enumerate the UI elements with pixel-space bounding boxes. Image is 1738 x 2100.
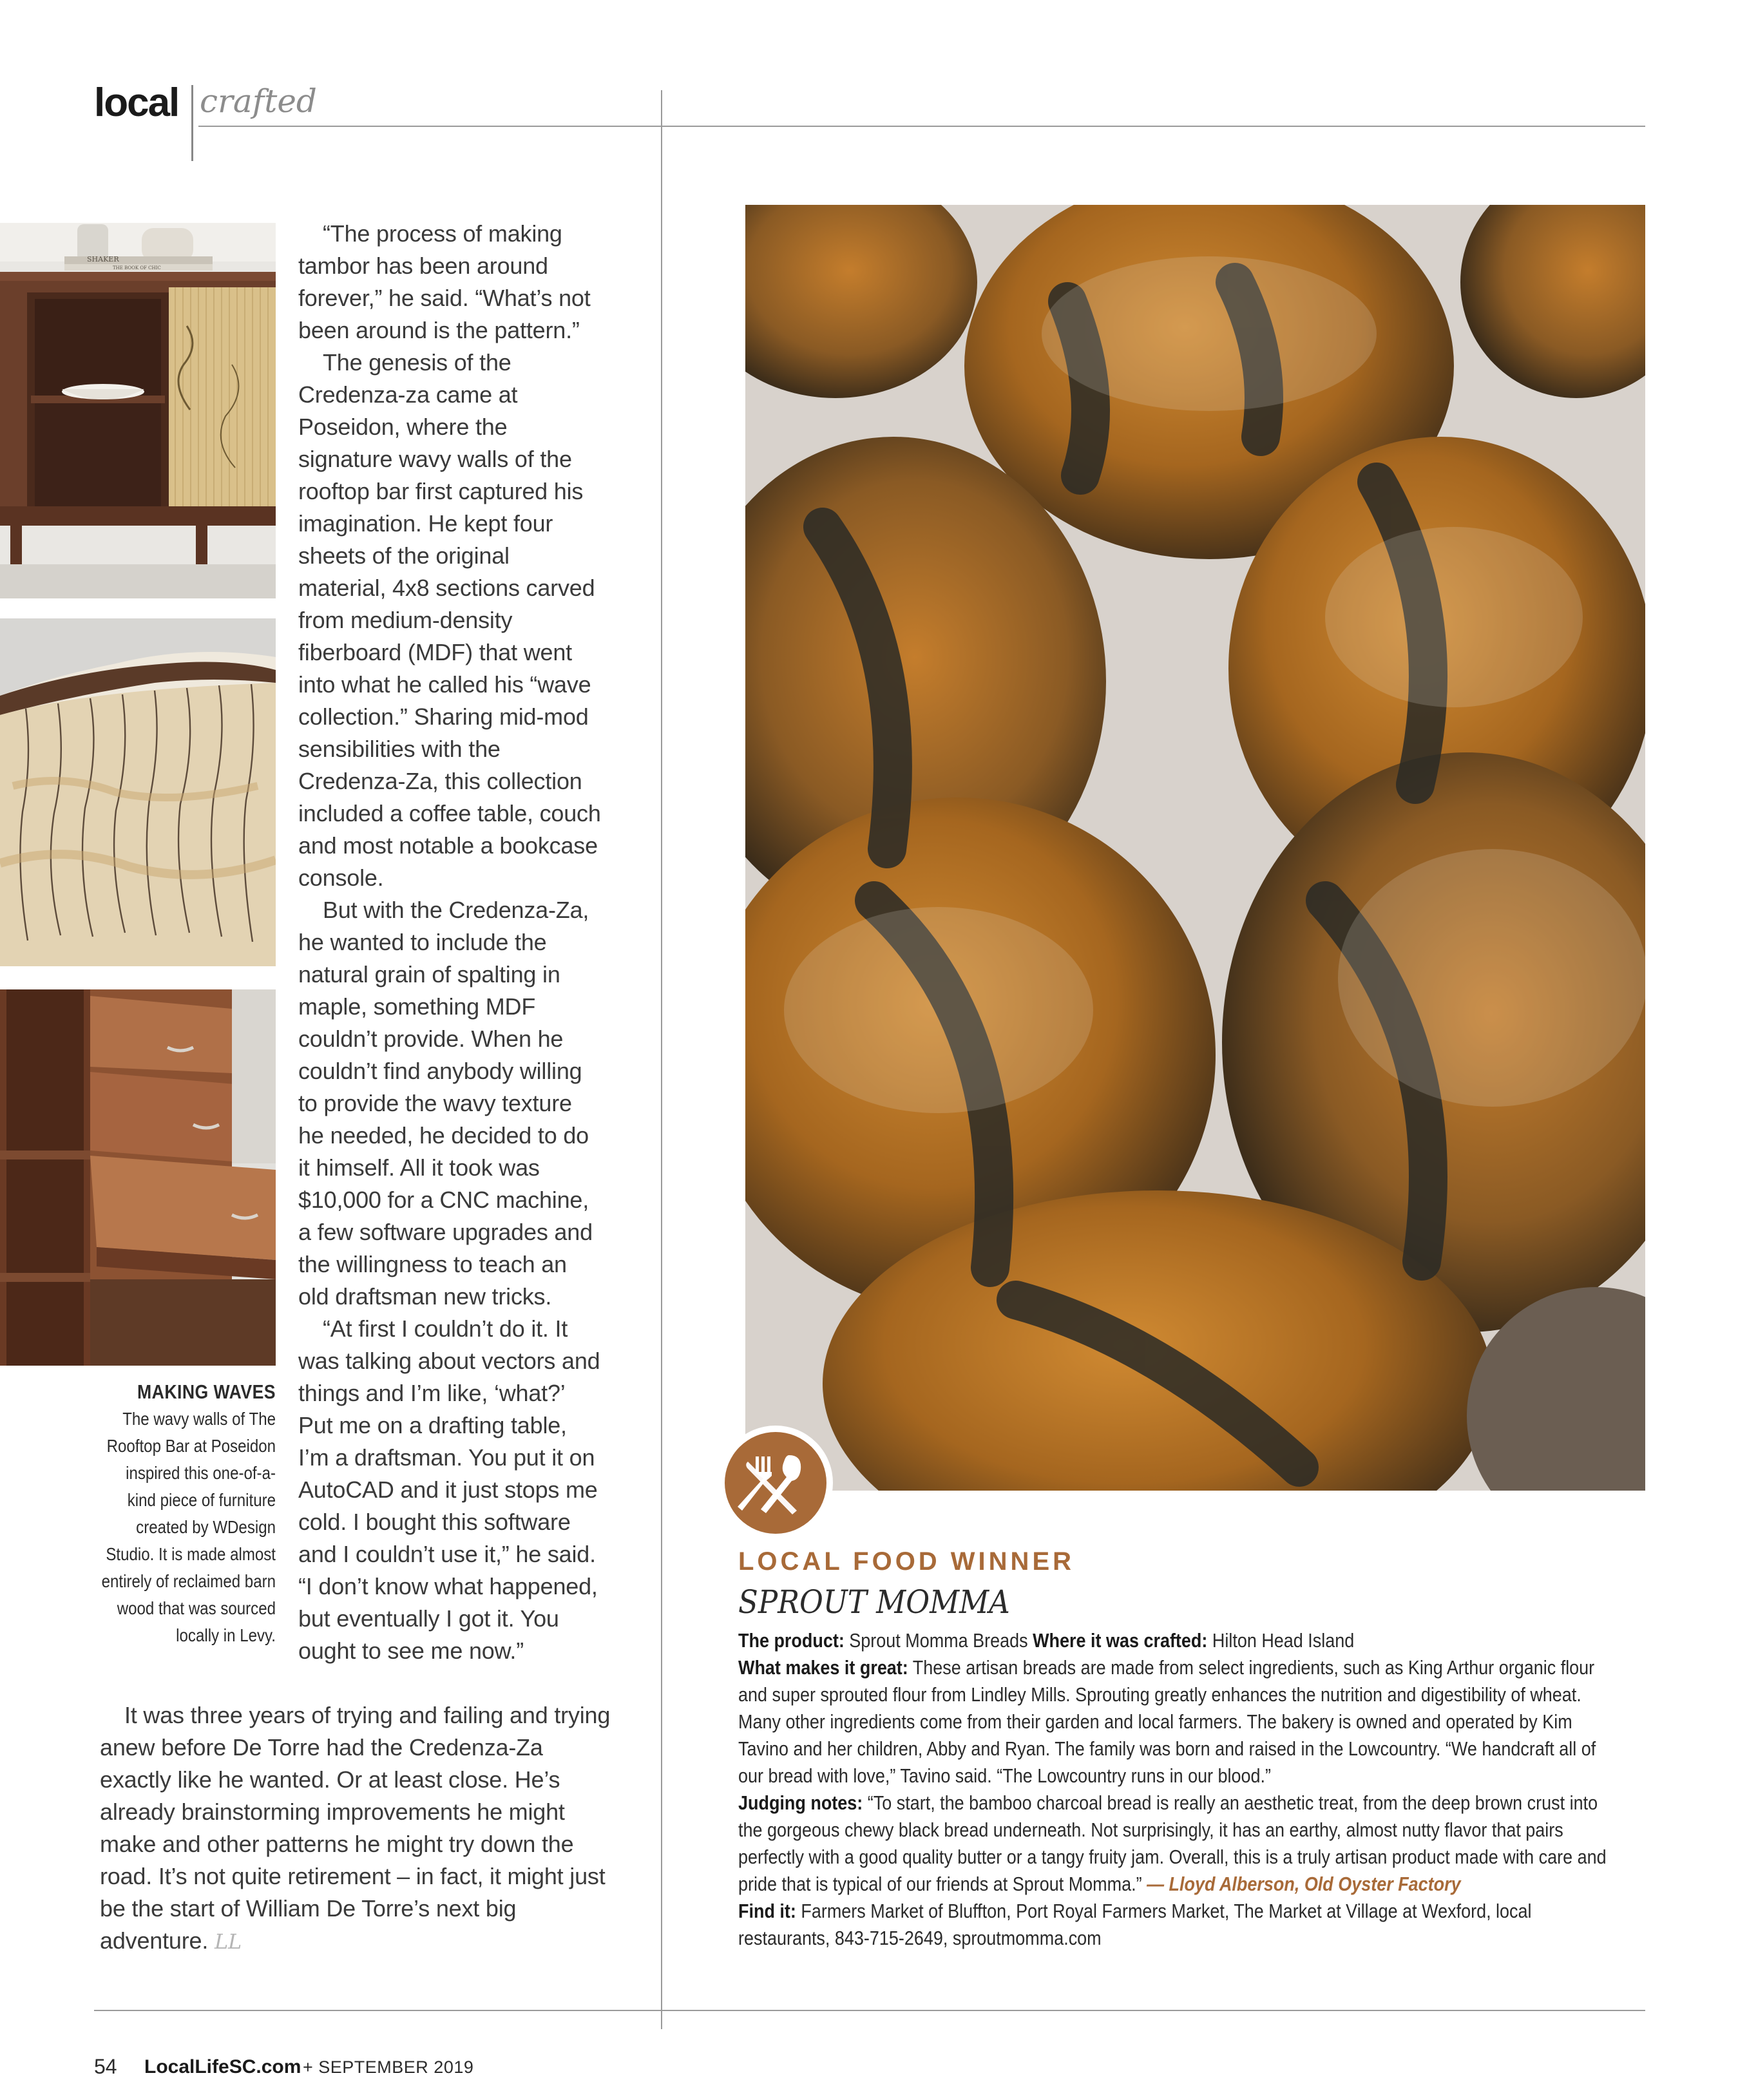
where-label: Where it was crafted: bbox=[1033, 1629, 1208, 1652]
header-rule bbox=[198, 126, 1645, 127]
product-value: Sprout Momma Breads bbox=[849, 1629, 1028, 1652]
product-line bbox=[738, 1627, 1612, 1654]
article-column bbox=[298, 218, 601, 1667]
judging-section bbox=[738, 1790, 1612, 1898]
fork-spoon-knife-icon bbox=[725, 1432, 826, 1534]
book-spine-text-2: THE BOOK OF CHIC bbox=[113, 265, 161, 271]
article-paragraph: The genesis of the Credenza-za came at Poseidon, where the signature wavy walls of the rooftop bar first captured his imagination. He kept four sheets of the original material, 4x8 sections carved from medium-density fiberboard (MDF) that went into what he called his “wave collection.” Sharing mid-mod sensibilities with the Credenza-Za, this collection included a coffee table, couch and most notable a bookcase console. bbox=[298, 349, 601, 891]
winner-details bbox=[738, 1627, 1612, 1952]
winner-name: SPROUT MOMMA bbox=[738, 1583, 1010, 1621]
article-paragraph: “The process of making tambor has been around forever,” he said. “What’s not been around is the pattern.” bbox=[298, 220, 591, 343]
product-label: The product: bbox=[738, 1629, 845, 1652]
book-spine-text: SHAKER bbox=[87, 255, 119, 263]
drawers-photo bbox=[0, 989, 276, 1366]
page-number: 54 bbox=[94, 2055, 117, 2078]
judging-label: Judging notes: bbox=[738, 1791, 863, 1814]
where-value: Hilton Head Island bbox=[1212, 1629, 1355, 1652]
article-closing bbox=[100, 1699, 615, 1958]
section-brand: local bbox=[94, 81, 179, 125]
judging-value: “To start, the bamboo charcoal bread is really an aesthetic treat, from the deep brown crust into the gorgeous chewy black bread underneath. Not surprisingly, it has an earthy, almost nutty flavor that pairs perfectly with a good quality butter or a tangy fruity jam. Overall, this is a truly artisan product made with care and pride that is typical of our friends at Sprout Momma.” bbox=[738, 1791, 1607, 1895]
find-label: Find it: bbox=[738, 1900, 796, 1922]
issue-date: + SEPTEMBER 2019 bbox=[303, 2057, 474, 2077]
article-paragraph: But with the Credenza-Za, he wanted to include the natural grain of spalting in maple, something MDF couldn’t provide. When he couldn’t find anybody willing to provide the wavy texture he needed, he decided to do it himself. All it took was $10,000 for a CNC machine, a few software upgrades and the willingness to teach an old draftsman new tricks. bbox=[298, 897, 593, 1310]
header-divider bbox=[191, 85, 193, 161]
judge-credit: — Lloyd Alberson, Old Oyster Factory bbox=[1147, 1873, 1461, 1895]
great-value: These artisan breads are made from select ingredients, such as King Arthur organic flour and super sprouted flour from Lindley Mills. Sprouting greatly enhances the nutrition and digestibility of wheat. Many other ingredients come from their garden and local farmers. The bakery is owned and operated by Kim Tavino and her children, Abby and Ryan. The family was born and raised in the Lowcountry. “We handcraft all of our bread with love,” Tavino said. “The Lowcountry runs in our blood.” bbox=[738, 1656, 1596, 1787]
credenza-photo bbox=[0, 223, 276, 598]
find-value: Farmers Market of Bluffton, Port Royal Farmers Market, The Market at Village at Wexford, local restaurants, 843-715-2649, sproutmomma.com bbox=[738, 1900, 1532, 1949]
caption-title: MAKING WAVES bbox=[137, 1380, 276, 1403]
column-divider bbox=[661, 90, 662, 2029]
article-paragraph: It was three years of trying and failing and trying anew before De Torre had the Credenza-Za exactly like he wanted. Or at least close. He’s already brainstorming improvements he might make and other patterns he might try down the road. It’s not quite retirement – in fact, it might just be the start of William De Torre’s next big adventure. bbox=[100, 1702, 611, 1954]
award-label: LOCAL FOOD WINNER bbox=[738, 1547, 1075, 1576]
author-signoff: LL bbox=[214, 1929, 242, 1954]
find-section bbox=[738, 1898, 1612, 1952]
bread-photo bbox=[745, 205, 1645, 1491]
great-section bbox=[738, 1654, 1612, 1790]
caption-text: The wavy walls of The Rooftop Bar at Poseidon inspired this one-of-a-kind piece of furniture created by WDesign Studio. It is made almost entirely of reclaimed barn wood that was sourced locally in Levy. bbox=[101, 1409, 276, 1645]
footer-rule bbox=[94, 2010, 1645, 2011]
site-name: LocalLifeSC.com bbox=[144, 2056, 301, 2077]
article-paragraph: “At first I couldn’t do it. It was talking about vectors and things and I’m like, ‘what?’ Put me on a drafting table, I’m a draftsman. You put it on AutoCAD and it just stops me cold. I bought this software and I couldn’t use it,” he said. “I don’t know what happened, but eventually I got it. You ought to see me now.” bbox=[298, 1315, 600, 1664]
wave-wood-photo bbox=[0, 618, 276, 966]
section-name: crafted bbox=[200, 82, 317, 120]
award-badge bbox=[718, 1426, 833, 1540]
photo-caption bbox=[100, 1379, 276, 1649]
great-label: What makes it great: bbox=[738, 1656, 908, 1679]
